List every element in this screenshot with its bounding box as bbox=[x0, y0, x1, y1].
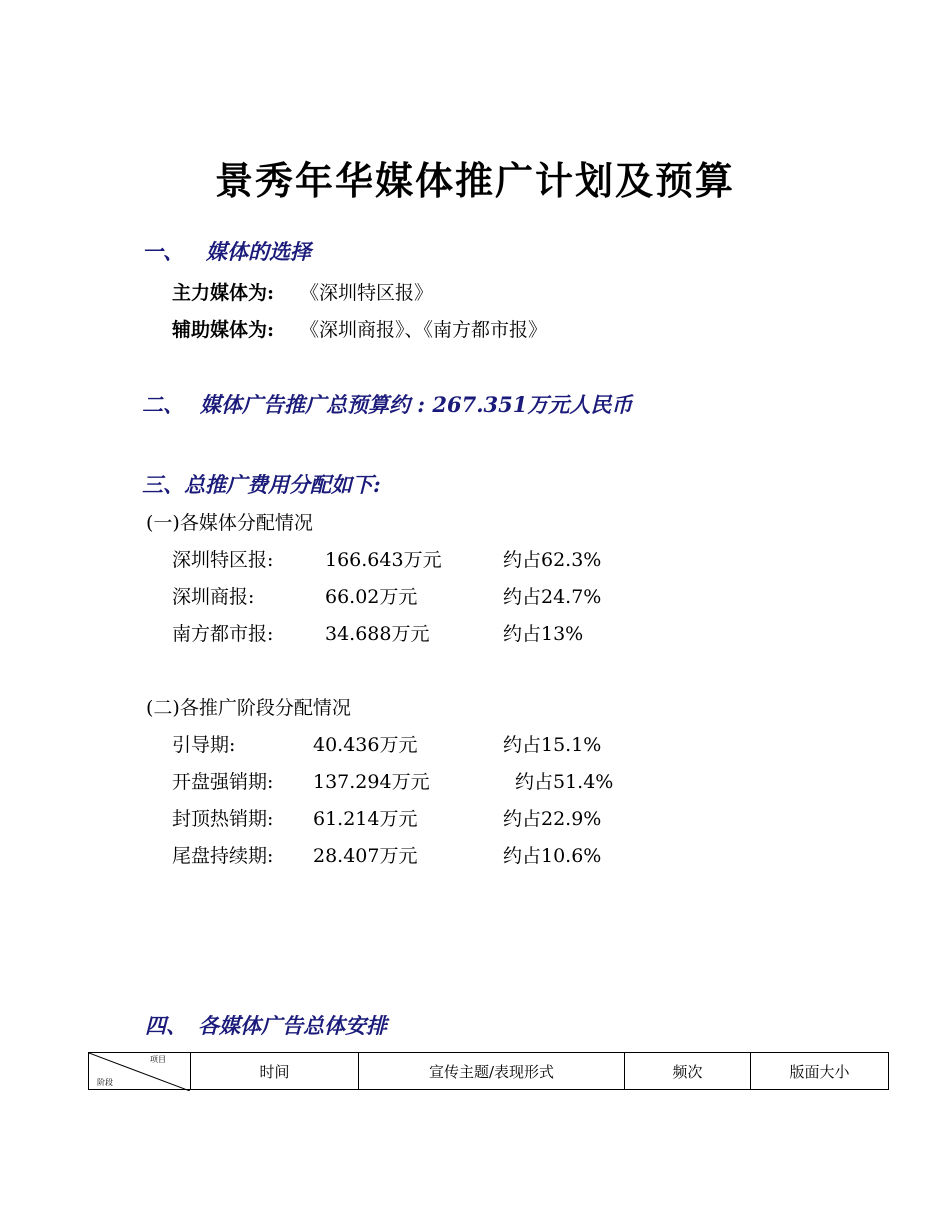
section4-number: 四、 bbox=[145, 1013, 187, 1038]
stage-row-share: 约占15.1% bbox=[503, 734, 602, 756]
table-corner-cell bbox=[89, 1053, 191, 1090]
table-header-row bbox=[89, 1053, 889, 1090]
media-row-name: 南方都市报: bbox=[172, 623, 274, 645]
media-row-amount: 66.02万元 bbox=[325, 586, 418, 608]
section2-number: 二、 bbox=[142, 392, 184, 417]
section2-heading: 媒体广告推广总预算约 : 267.351万元人民币 bbox=[200, 392, 633, 417]
media-row-name: 深圳特区报: bbox=[172, 549, 274, 571]
media-row-share: 约占24.7% bbox=[503, 586, 602, 608]
media-row-name: 深圳商报: bbox=[172, 586, 255, 608]
stage-row-share: 约占22.9% bbox=[503, 808, 602, 830]
stage-row-name: 尾盘持续期: bbox=[172, 845, 274, 867]
section3-heading: 三、总推广费用分配如下: bbox=[142, 472, 381, 497]
aux-media-label: 辅助媒体为: bbox=[172, 319, 275, 341]
corner-top-label: 项目 bbox=[150, 1055, 166, 1064]
aux-media-value: 《深圳商报》、《南方都市报》 bbox=[300, 319, 548, 341]
section1-heading: 媒体的选择 bbox=[206, 239, 311, 264]
media-row-amount: 166.643万元 bbox=[325, 549, 442, 571]
table-header-cell: 时间 bbox=[191, 1053, 359, 1090]
stage-row-amount: 40.436万元 bbox=[313, 734, 418, 756]
stage-row-share: 约占10.6% bbox=[503, 845, 602, 867]
section4-heading: 各媒体广告总体安排 bbox=[198, 1013, 387, 1038]
stage-row-name: 引导期: bbox=[172, 734, 236, 756]
stage-row-share: 约占51.4% bbox=[515, 771, 614, 793]
sub2-heading: (二)各推广阶段分配情况 bbox=[146, 697, 351, 719]
main-media-label: 主力媒体为: bbox=[172, 282, 275, 304]
main-media-value: 《深圳特区报》 bbox=[300, 282, 434, 304]
stage-row-amount: 137.294万元 bbox=[313, 771, 430, 793]
media-schedule-table bbox=[88, 1052, 889, 1090]
stage-row-amount: 61.214万元 bbox=[313, 808, 418, 830]
sub1-heading: (一)各媒体分配情况 bbox=[146, 512, 313, 534]
table-header-cell: 频次 bbox=[625, 1053, 751, 1090]
table-header-cell: 版面大小 bbox=[751, 1053, 889, 1090]
stage-row-name: 封顶热销期: bbox=[172, 808, 274, 830]
media-row-share: 约占62.3% bbox=[503, 549, 602, 571]
page-title: 景秀年华媒体推广计划及预算 bbox=[214, 158, 735, 203]
media-row-share: 约占13% bbox=[503, 623, 584, 645]
corner-bottom-label: 阶段 bbox=[97, 1078, 113, 1087]
section1-number: 一、 bbox=[142, 239, 184, 264]
stage-row-name: 开盘强销期: bbox=[172, 771, 274, 793]
stage-row-amount: 28.407万元 bbox=[313, 845, 418, 867]
table-header-cell: 宣传主题/表现形式 bbox=[359, 1053, 625, 1090]
media-row-amount: 34.688万元 bbox=[325, 623, 430, 645]
